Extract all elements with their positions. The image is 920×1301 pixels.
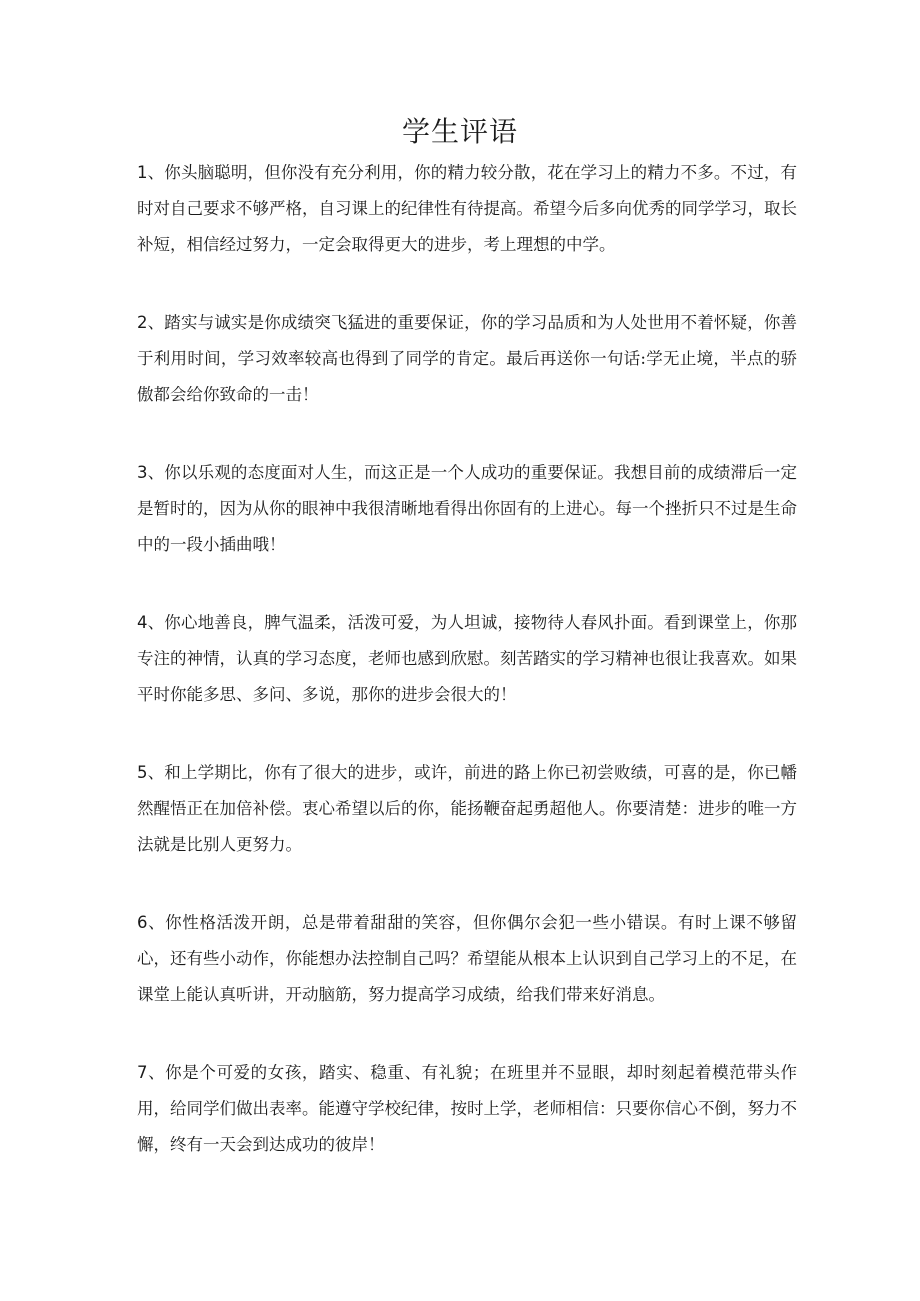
comment-number: 4 — [137, 613, 148, 632]
comment-text: 、你以乐观的态度面对人生，而这正是一个人成功的重要保证。我想目前的成绩滞后一定是暂时的，因为从你的眼神中我很清晰地看得出你固有的上进心。每一个挫折只不过是生命中的一段小插曲哦！ — [137, 463, 797, 554]
comment-number: 5 — [137, 763, 148, 782]
comment-number: 6 — [137, 913, 148, 932]
comment-item — [137, 155, 797, 263]
comment-item — [137, 755, 797, 863]
comment-number: 7 — [137, 1063, 148, 1082]
comment-item — [137, 905, 797, 1013]
page-title: 学生评语 — [401, 115, 518, 148]
comment-text: 、你性格活泼开朗，总是带着甜甜的笑容，但你偶尔会犯一些小错误。有时上课不够留心，还有些小动作，你能想办法控制自己吗？希望能从根本上认识到自己学习上的不足，在课堂上能认真听讲，开动脑筋，努力提高学习成绩，给我们带来好消息。 — [137, 913, 797, 1004]
comment-item — [137, 1055, 797, 1163]
comment-item — [137, 605, 797, 713]
comment-number: 3 — [137, 463, 148, 482]
comment-text: 、你是个可爱的女孩，踏实、稳重、有礼貌；在班里并不显眼，却时刻起着模范带头作用，给同学们做出表率。能遵守学校纪律，按时上学，老师相信：只要你信心不倒，努力不懈，终有一天会到达成功的彼岸！ — [137, 1063, 797, 1154]
comment-text: 、你头脑聪明，但你没有充分利用，你的精力较分散，花在学习上的精力不多。不过，有时对自己要求不够严格，自习课上的纪律性有待提高。希望今后多向优秀的同学学习，取长补短，相信经过努力，一定会取得更大的进步，考上理想的中学。 — [137, 163, 797, 254]
comment-text: 、你心地善良，脾气温柔，活泼可爱，为人坦诚，接物待人春风扑面。看到课堂上，你那专注的神情，认真的学习态度，老师也感到欣慰。刻苦踏实的学习精神也很让我喜欢。如果平时你能多思、多问、多说，那你的进步会很大的！ — [137, 613, 797, 704]
comment-number: 1 — [137, 163, 148, 182]
comment-text: 、和上学期比，你有了很大的进步，或许，前进的路上你已初尝败绩，可喜的是，你已幡然醒悟正在加倍补偿。衷心希望以后的你，能扬鞭奋起勇超他人。你要清楚：进步的唯一方法就是比别人更努力。 — [137, 763, 797, 854]
comment-list — [137, 155, 797, 1205]
comment-number: 2 — [137, 313, 148, 332]
comment-text: 、踏实与诚实是你成绩突飞猛进的重要保证，你的学习品质和为人处世用不着怀疑，你善于利用时间，学习效率较高也得到了同学的肯定。最后再送你一句话:学无止境，半点的骄傲都会给你致命的一击！ — [137, 313, 797, 404]
comment-item — [137, 305, 797, 413]
comment-item — [137, 455, 797, 563]
